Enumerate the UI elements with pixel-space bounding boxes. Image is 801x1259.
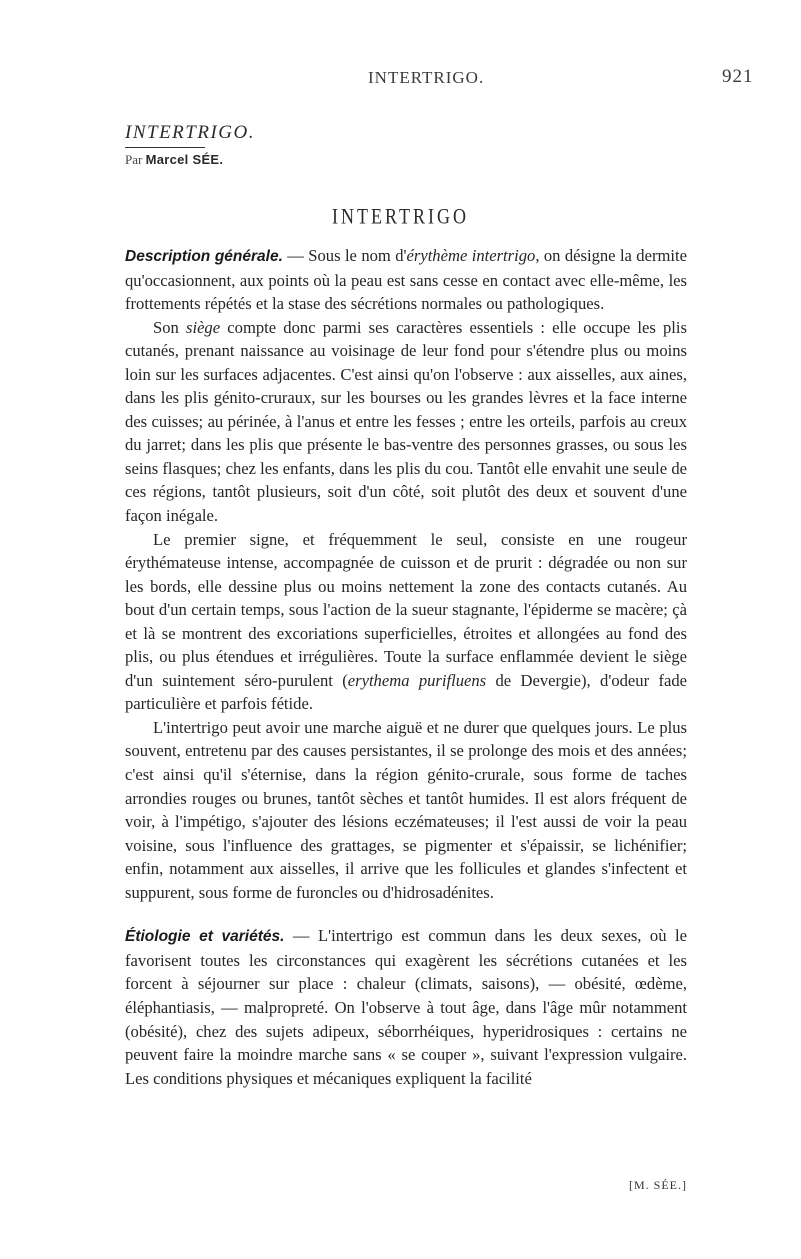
runin-etiologie: Étiologie et variétés.: [125, 928, 285, 946]
title-rule: [125, 147, 205, 148]
paragraph-description-4: L'intertrigo peut avoir une marche aiguë et ne durer que quelques jours. Le plus souvent, entretenu par des causes persistantes, il se prolonge des mois et des années; c'est ainsi qu'il s'éternise, dans la région génito-crurale, sous forme de taches arrondies rouges ou brunes, tantôt sèches et tantôt humides. Il est alors fréquent de voir, à l'impétigo, s'ajouter des lésions eczémateuses; il l'est aussi de voir la peau voisine, sous l'influence des grattages, se pigmenter et s'épaissir, se lichénifier; enfin, notamment aux aisselles, il arrive que les follicules et glandes s'infectent et suppurent, sous forme de furoncles ou d'hidrosadénites.: [125, 717, 687, 902]
text-run: Le premier signe, et fréquemment le seul, consiste en une rougeur érythémateuse intense, accompagnée de cuisson et de prurit : dégradée ou non sur les bords, elle dessine plus ou moins nettement la zone des contacts cutanés. Au bout d'un certain temps, sous l'action de la sueur stagnante, l'épiderme se macère; çà et là se montrent des excoriations superficielles, étroites et allongées au fond des plis, ou plus étendues et irrégulières. Toute la surface enflammée devient le siège d'un suintement séro-purulent (: [125, 529, 687, 690]
article-title: INTERTRIGO.: [125, 122, 255, 143]
paragraph-description-1: [125, 244, 687, 316]
runin-description: Description générale.: [125, 248, 283, 265]
italic-term: siège: [186, 317, 221, 337]
byline-prefix: Par: [125, 152, 146, 167]
text-run: compte donc parmi ses caractères essentiels : elle occupe les plis cutanés, prenant naissance au voisinage de leur fond pour s'étendre plus ou moins loin sur les surfaces adjacentes. C'est ainsi qu'on l'observe : aux aisselles, aux aines, dans les plis génito-cruraux, sur les bourses ou les grandes lèvres et la face interne des cuisses; au périnée, à l'anus et entre les fesses ; entre les orteils, parfois au creux du jarret; dans les plis que présente le bas-ventre des personnes grasses, ou sous les seins flasques; chez les enfants, dans les plis du cou. Tantôt elle envahit une seule de ces régions, tantôt plusieurs, soit d'un côté, soit plutôt des deux et souvent d'une façon inégale.: [125, 317, 687, 526]
text-run: , on désigne la dermite qu'occasionnent, aux points où la peau est sans cesse en contact avec elle-même, les frottements répétés et la stase des sécrétions normales ou pathologiques.: [125, 246, 687, 314]
body-text: [125, 244, 687, 1090]
text-run: — Sous le nom d': [282, 246, 407, 265]
page-number: 921: [722, 66, 754, 87]
italic-term: érythème intertrigo: [406, 246, 536, 265]
paragraph-description-2: [125, 316, 687, 528]
article-heading: [125, 122, 425, 168]
section-title: INTERTRIGO: [332, 203, 469, 229]
running-head: [0, 68, 801, 92]
paragraph-etiologie: [125, 924, 687, 1090]
text-run: Son: [153, 317, 186, 337]
text-run: — L'intertrigo est commun dans les deux sexes, où le favorisent toutes les circonstances qui exagèrent les sécrétions cutanées et les forcent à séjourner sur place : chaleur (climats, saisons), — obésité, œdème, éléphantiasis, — malpropreté. On l'observe à tout âge, dans l'âge mûr notamment (obésité), chez des sujets adipeux, séborrhéiques, hyperidrosiques : certains ne peuvent faire la moindre marche sans « se couper », suivant l'expression vulgaire. Les conditions physiques et mécaniques expliquent la facilité: [125, 926, 687, 1088]
footer-signature: [M. SÉE.]: [629, 1178, 687, 1192]
paragraph-description-3: [125, 528, 687, 716]
running-head-title: INTERTRIGO.: [368, 68, 485, 87]
text-run: de Devergie), d'odeur fade particulière et parfois fétide.: [125, 670, 687, 714]
italic-term: erythema purifluens: [347, 670, 487, 690]
byline: [125, 152, 425, 168]
byline-author: Marcel SÉE.: [145, 152, 224, 167]
